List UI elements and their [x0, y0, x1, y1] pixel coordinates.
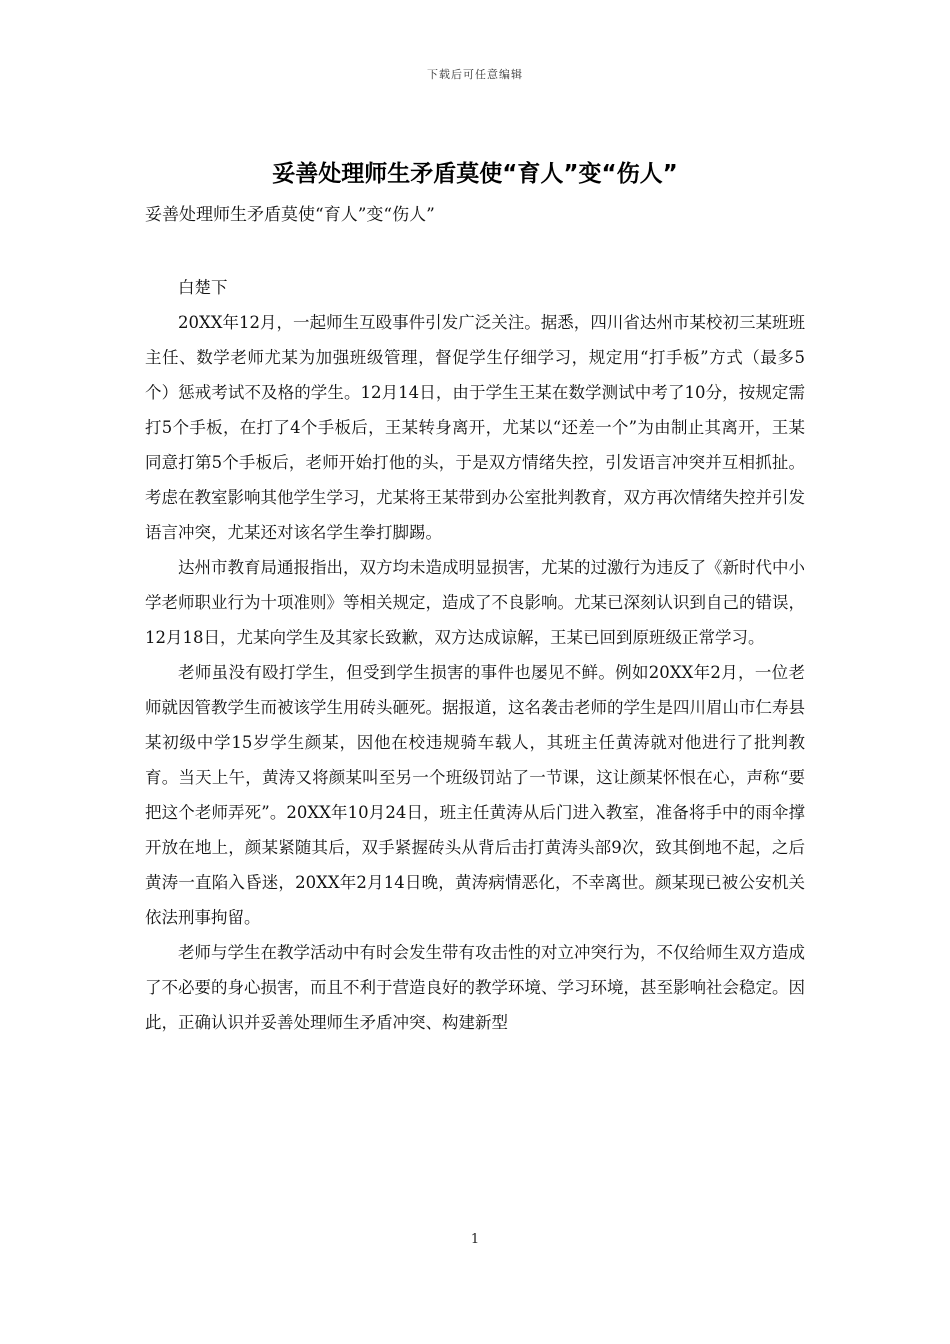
article-subtitle: 妥善处理师生矛盾莫使“育人”变“伤人”	[145, 205, 435, 225]
article-body	[145, 270, 805, 1040]
paragraph-4: 老师与学生在教学活动中有时会发生带有攻击性的对立冲突行为，不仅给师生双方造成了不必要的身心损害，而且不利于营造良好的教学环境、学习环境，甚至影响社会稳定。因此，正确认识并妥善处理师生矛盾冲突、构建新型	[145, 943, 805, 1032]
page-number: 1	[470, 1232, 480, 1247]
paragraph-2: 达州市教育局通报指出，双方均未造成明显损害，尤某的过激行为违反了《新时代中小学老师职业行为十项准则》等相关规定，造成了不良影响。尤某已深刻认识到自己的错误，12月18日，尤某向学生及其家长致歉，双方达成谅解，王某已回到原班级正常学习。	[145, 558, 805, 647]
paragraph-1: 20XX年12月，一起师生互殴事件引发广泛关注。据悉，四川省达州市某校初三某班班主任、数学老师尤某为加强班级管理，督促学生仔细学习，规定用“打手板”方式（最多5个）惩戒考试不及格的学生。12月14日，由于学生王某在数学测试中考了10分，按规定需打5个手板，在打了4个手板后，王某转身离开，尤某以“还差一个”为由制止其离开，王某同意打第5个手板后，老师开始打他的头，于是双方情绪失控，引发语言冲突并互相抓扯。考虑在教室影响其他学生学习，尤某将王某带到办公室批判教育，双方再次情绪失控并引发语言冲突，尤某还对该名学生拳打脚踢。	[145, 313, 805, 542]
header-note: 下载后可任意编辑	[427, 68, 523, 81]
paragraph-3: 老师虽没有殴打学生，但受到学生损害的事件也屡见不鲜。例如20XX年2月，一位老师就因管教学生而被该学生用砖头砸死。据报道，这名袭击老师的学生是四川眉山市仁寿县某初级中学15岁学生颜某，因他在校违规骑车载人，其班主任黄涛就对他进行了批判教育。当天上午，黄涛又将颜某叫至另一个班级罚站了一节课，这让颜某怀恨在心，声称“要把这个老师弄死”。20XX年10月24日，班主任黄涛从后门进入教室，准备将手中的雨伞撑开放在地上，颜某紧随其后，双手紧握砖头从背后击打黄涛头部9次，致其倒地不起，之后黄涛一直陷入昏迷，20XX年2月14日晚，黄涛病情恶化，不幸离世。颜某现已被公安机关依法刑事拘留。	[145, 663, 805, 927]
article-author: 白楚下	[178, 278, 228, 297]
article-title: 妥善处理师生矛盾莫使“育人”变“伤人”	[272, 161, 678, 187]
